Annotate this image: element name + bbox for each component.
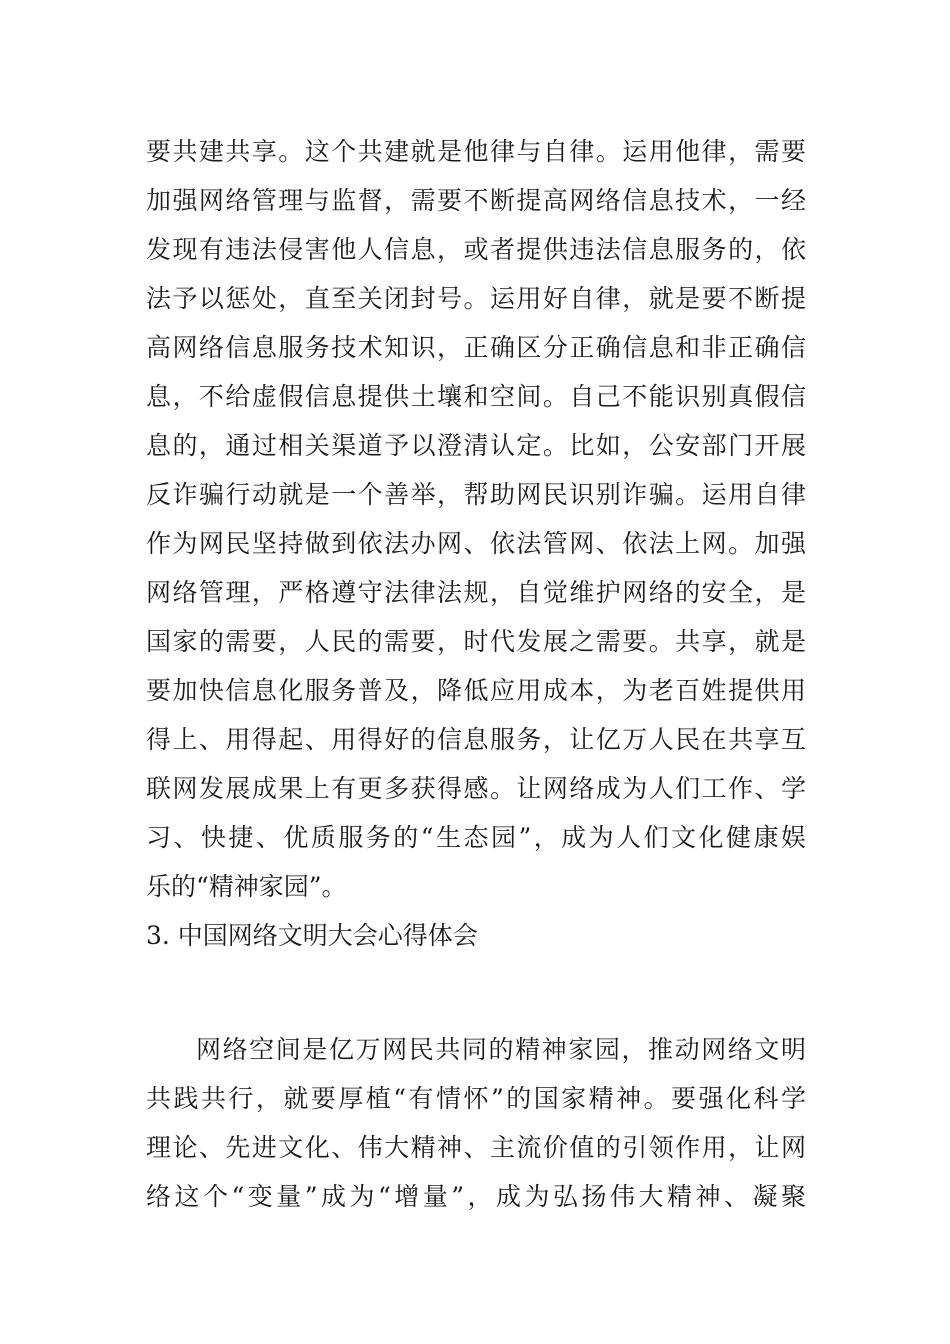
section-heading: 3. 中国网络文明大会心得体会	[146, 921, 478, 950]
text-line: 反诈骗行动就是一个善举，帮助网民识别诈骗。运用自律	[146, 480, 806, 509]
text-line: 络这个“变量”成为“增量”，成为弘扬伟大精神、凝聚	[146, 1182, 806, 1211]
text-line: 高网络信息服务技术知识，正确区分正确信息和非正确信	[146, 333, 806, 362]
text-line: 乐的“精神家园”。	[146, 872, 347, 901]
text-line: 得上、用得起、用得好的信息服务，让亿万人民在共享互	[146, 725, 806, 754]
text-line: 理论、先进文化、伟大精神、主流价值的引领作用，让网	[146, 1133, 806, 1162]
text-line: 要共建共享。这个共建就是他律与自律。运用他律，需要	[146, 137, 806, 166]
text-line: 息，不给虚假信息提供土壤和空间。自己不能识别真假信	[146, 382, 806, 411]
text-line: 网络管理，严格遵守法律法规，自觉维护网络的安全，是	[146, 578, 806, 607]
text-line: 共践共行，就要厚植“有情怀”的国家精神。要强化科学	[146, 1084, 806, 1113]
text-line: 息的，通过相关渠道予以澄清认定。比如，公安部门开展	[146, 431, 806, 460]
text-line: 网络空间是亿万网民共同的精神家园，推动网络文明	[196, 1035, 806, 1064]
text-line: 法予以惩处，直至关闭封号。运用好自律，就是要不断提	[146, 284, 806, 313]
text-line: 国家的需要，人民的需要，时代发展之需要。共享，就是	[146, 627, 806, 656]
text-line: 作为网民坚持做到依法办网、依法管网、依法上网。加强	[146, 529, 806, 558]
text-line: 发现有违法侵害他人信息，或者提供违法信息服务的，依	[146, 235, 806, 264]
text-line: 要加快信息化服务普及，降低应用成本，为老百姓提供用	[146, 676, 806, 705]
text-line: 习、快捷、优质服务的“生态园”，成为人们文化健康娱	[146, 823, 806, 852]
text-line: 加强网络管理与监督，需要不断提高网络信息技术，一经	[146, 186, 806, 215]
text-line: 联网发展成果上有更多获得感。让网络成为人们工作、学	[146, 774, 806, 803]
